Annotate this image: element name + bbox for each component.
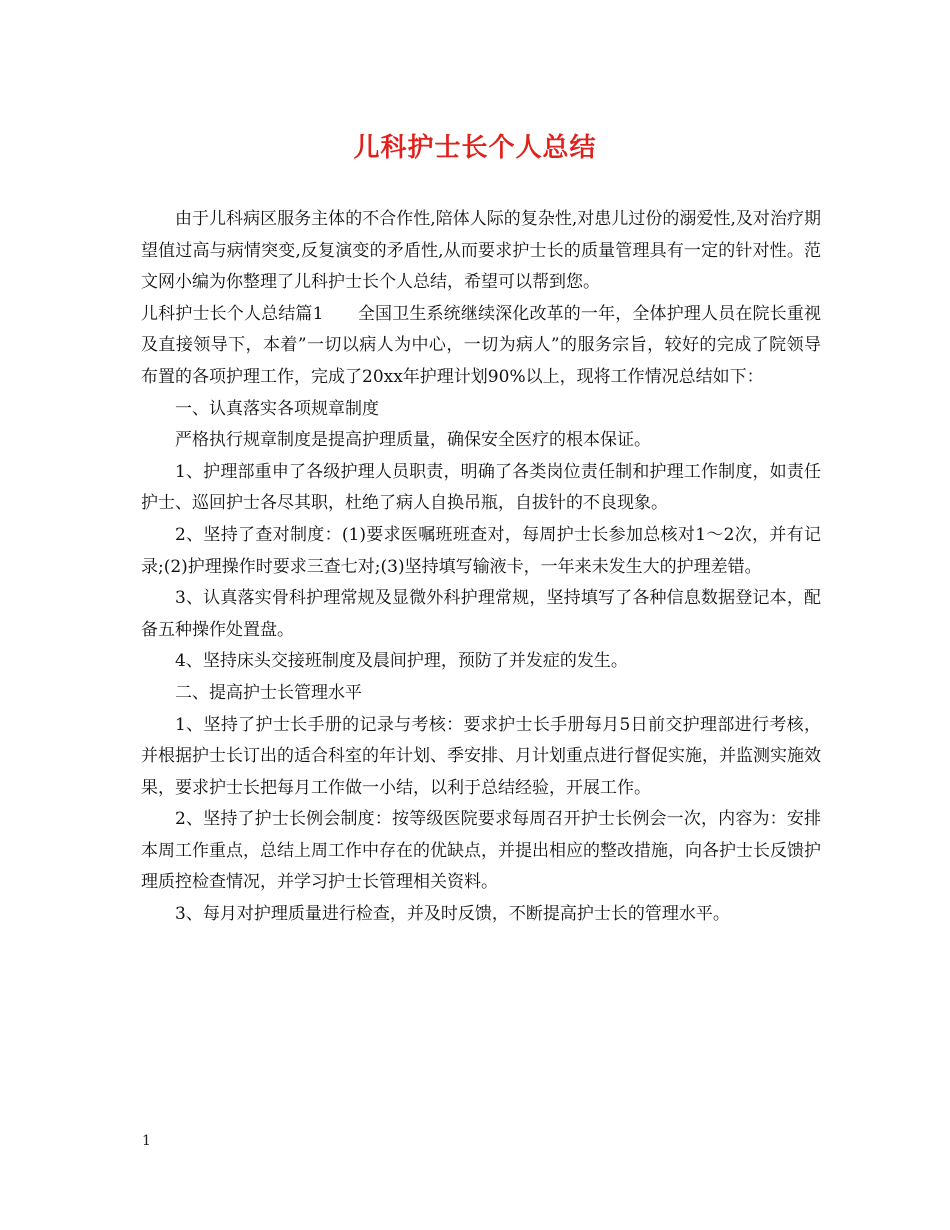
list-item: 2、坚持了护士长例会制度：按等级医院要求每周召开护士长例会一次，内容为：安排本周工作重点，总结上周工作中存在的优缺点，并提出相应的整改措施，向各护士长反馈护理质控检查情况，并学习护士长管理相关资料。 (141, 809, 821, 893)
page-number: 1 (142, 1133, 151, 1149)
list-item: 3、每月对护理质量进行检查，并及时反馈，不断提高护士长的管理水平。 (175, 904, 730, 925)
section-heading: 一、认真落实各项规章制度 (175, 398, 379, 419)
paragraph: 由于儿科病区服务主体的不合作性,陪体人际的复杂性,对患儿过份的溺爱性,及对治疗期望值过高与病情突变,反复演变的矛盾性,从而要求护士长的质量管理具有一定的针对性。范文网小编为你整理了儿科护士长个人总结，希望可以帮到您。 (141, 209, 821, 293)
list-item: 4、坚持床头交接班制度及晨间护理，预防了并发症的发生。 (175, 651, 628, 672)
paragraph: 严格执行规章制度是提高护理质量，确保安全医疗的根本保证。 (175, 430, 651, 451)
list-item: 3、认真落实骨科护理常规及显微外科护理常规，坚持填写了各种信息数据登记本，配备五种操作处置盘。 (141, 588, 821, 640)
list-item: 1、护理部重申了各级护理人员职责，明确了各类岗位责任制和护理工作制度，如责任护士、巡回护士各尽其职，杜绝了病人自换吊瓶，自拔针的不良现象。 (141, 461, 821, 514)
list-item: 1、坚持了护士长手册的记录与考核：要求护士长手册每月5日前交护理部进行考核，并根据护士长订出的适合科室的年计划、季安排、月计划重点进行督促实施，并监测实施效果，要求护士长把每月工作做一小结，以利于总结经验，开展工作。 (141, 714, 821, 798)
document-title: 儿科护士长个人总结 (353, 133, 597, 163)
document-body (141, 204, 821, 931)
list-item: 2、坚持了查对制度：(1)要求医嘱班班查对，每周护士长参加总核对1～2次，并有记录;(2)护理操作时要求三查七对;(3)坚持填写输液卡，一年来未发生大的护理差错。 (141, 524, 821, 577)
section-heading: 二、提高护士长管理水平 (175, 682, 362, 703)
paragraph: 儿科护士长个人总结篇1 全国卫生系统继续深化改革的一年，全体护理人员在院长重视及直接领导下，本着”一切以病人为中心，一切为病人”的服务宗旨，较好的完成了院领导布置的各项护理工作，完成了20xx年护理计划90%以上，现将工作情况总结如下： (141, 303, 821, 387)
